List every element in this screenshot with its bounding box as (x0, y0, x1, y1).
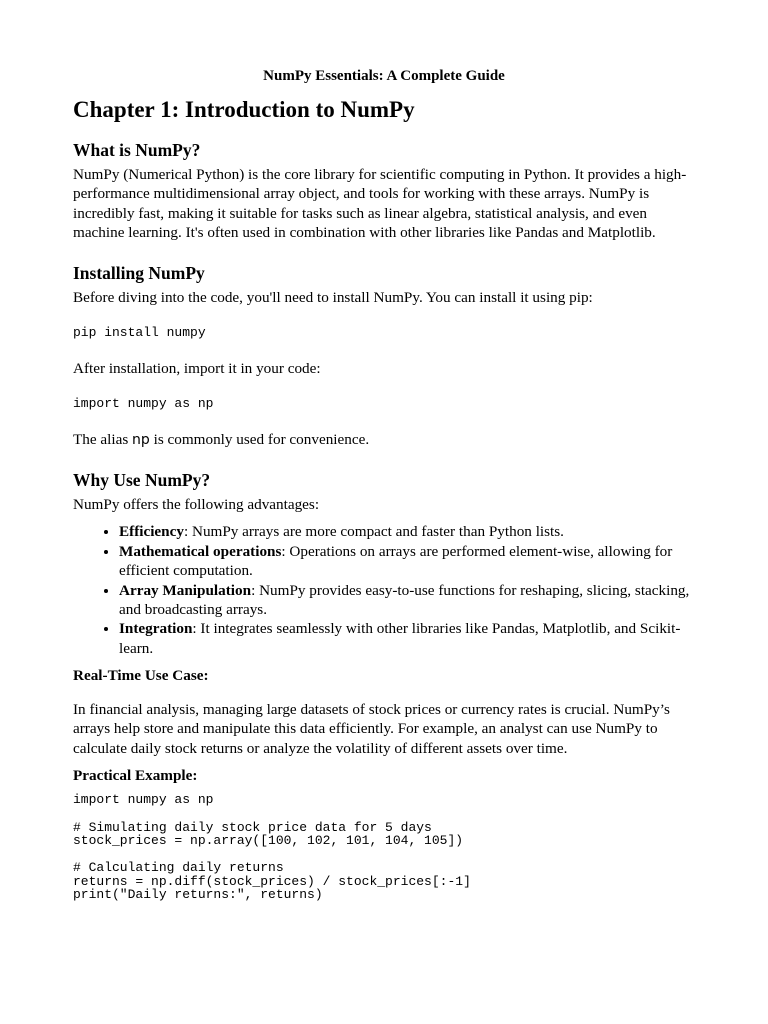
install-after: After installation, import it in your code: (73, 359, 321, 377)
what-paragraph: NumPy (Numerical Python) is the core library for scientific computing in Python. It provides a high-performance multidimensional array object, and tools for working with these arrays. NumPy is incredibly fast, making it suitable for tasks such as linear algebra, statistical analysis, and even machine learning. It's often used in combination with other libraries like Pandas and Matplotlib. (73, 166, 687, 242)
running-title: NumPy Essentials: A Complete Guide (263, 68, 505, 84)
install-command: pip install numpy (73, 325, 206, 341)
usecase-heading: Real-Time Use Case: (73, 667, 209, 685)
list-item (119, 619, 695, 658)
alias-inline-code: np (132, 431, 150, 448)
list-item-text: : NumPy arrays are more compact and faster than Python lists. (183, 523, 564, 541)
list-item (119, 581, 695, 620)
alias-pre: The alias (73, 430, 133, 448)
list-item-term: Integration (119, 620, 193, 638)
advantages-list (73, 522, 695, 658)
alias-note (73, 430, 695, 450)
why-intro: NumPy offers the following advantages: (73, 496, 320, 514)
list-item-term: Efficiency (119, 523, 184, 541)
usecase-paragraph: In financial analysis, managing large datasets of stock prices or currency rates is crucial. NumPy’s arrays help store and manipulate this data efficiently. For example, an analyst can use NumPy to calculate daily stock returns or analyze the volatility of different assets over time. (73, 700, 670, 757)
section-heading-install: Installing NumPy (73, 262, 205, 283)
list-item-term: Array Manipulation (119, 581, 252, 599)
chapter-title: Chapter 1: Introduction to NumPy (73, 97, 415, 122)
section-heading-what: What is NumPy? (73, 140, 201, 160)
list-item-text: : Operations on arrays are performed element-wise, allowing for efficient computation. (119, 542, 673, 580)
list-item-text: : NumPy provides easy-to-use functions for reshaping, slicing, stacking, and broadcasting arrays. (119, 581, 690, 619)
list-item-term: Mathematical operations (119, 542, 282, 560)
example-code-block: import numpy as np # Simulating daily stock price data for 5 days stock_prices = np.array([100, 102, 101, 104, 105]) # Calculating daily returns returns = np.diff(stock_prices) / stock_prices[:-1] print("Daily returns:", returns) (73, 792, 471, 903)
list-item-text: : It integrates seamlessly with other libraries like Pandas, Matplotlib, and Scikit-learn. (119, 620, 681, 657)
list-item (119, 522, 695, 541)
example-heading: Practical Example: (73, 766, 198, 784)
list-item (119, 542, 695, 581)
chapter-body (73, 139, 695, 902)
import-statement: import numpy as np (73, 396, 214, 412)
section-heading-why: Why Use NumPy? (73, 470, 211, 491)
alias-post: is commonly used for convenience. (149, 430, 370, 448)
install-intro: Before diving into the code, you'll need to install NumPy. You can install it using pip: (73, 288, 593, 306)
